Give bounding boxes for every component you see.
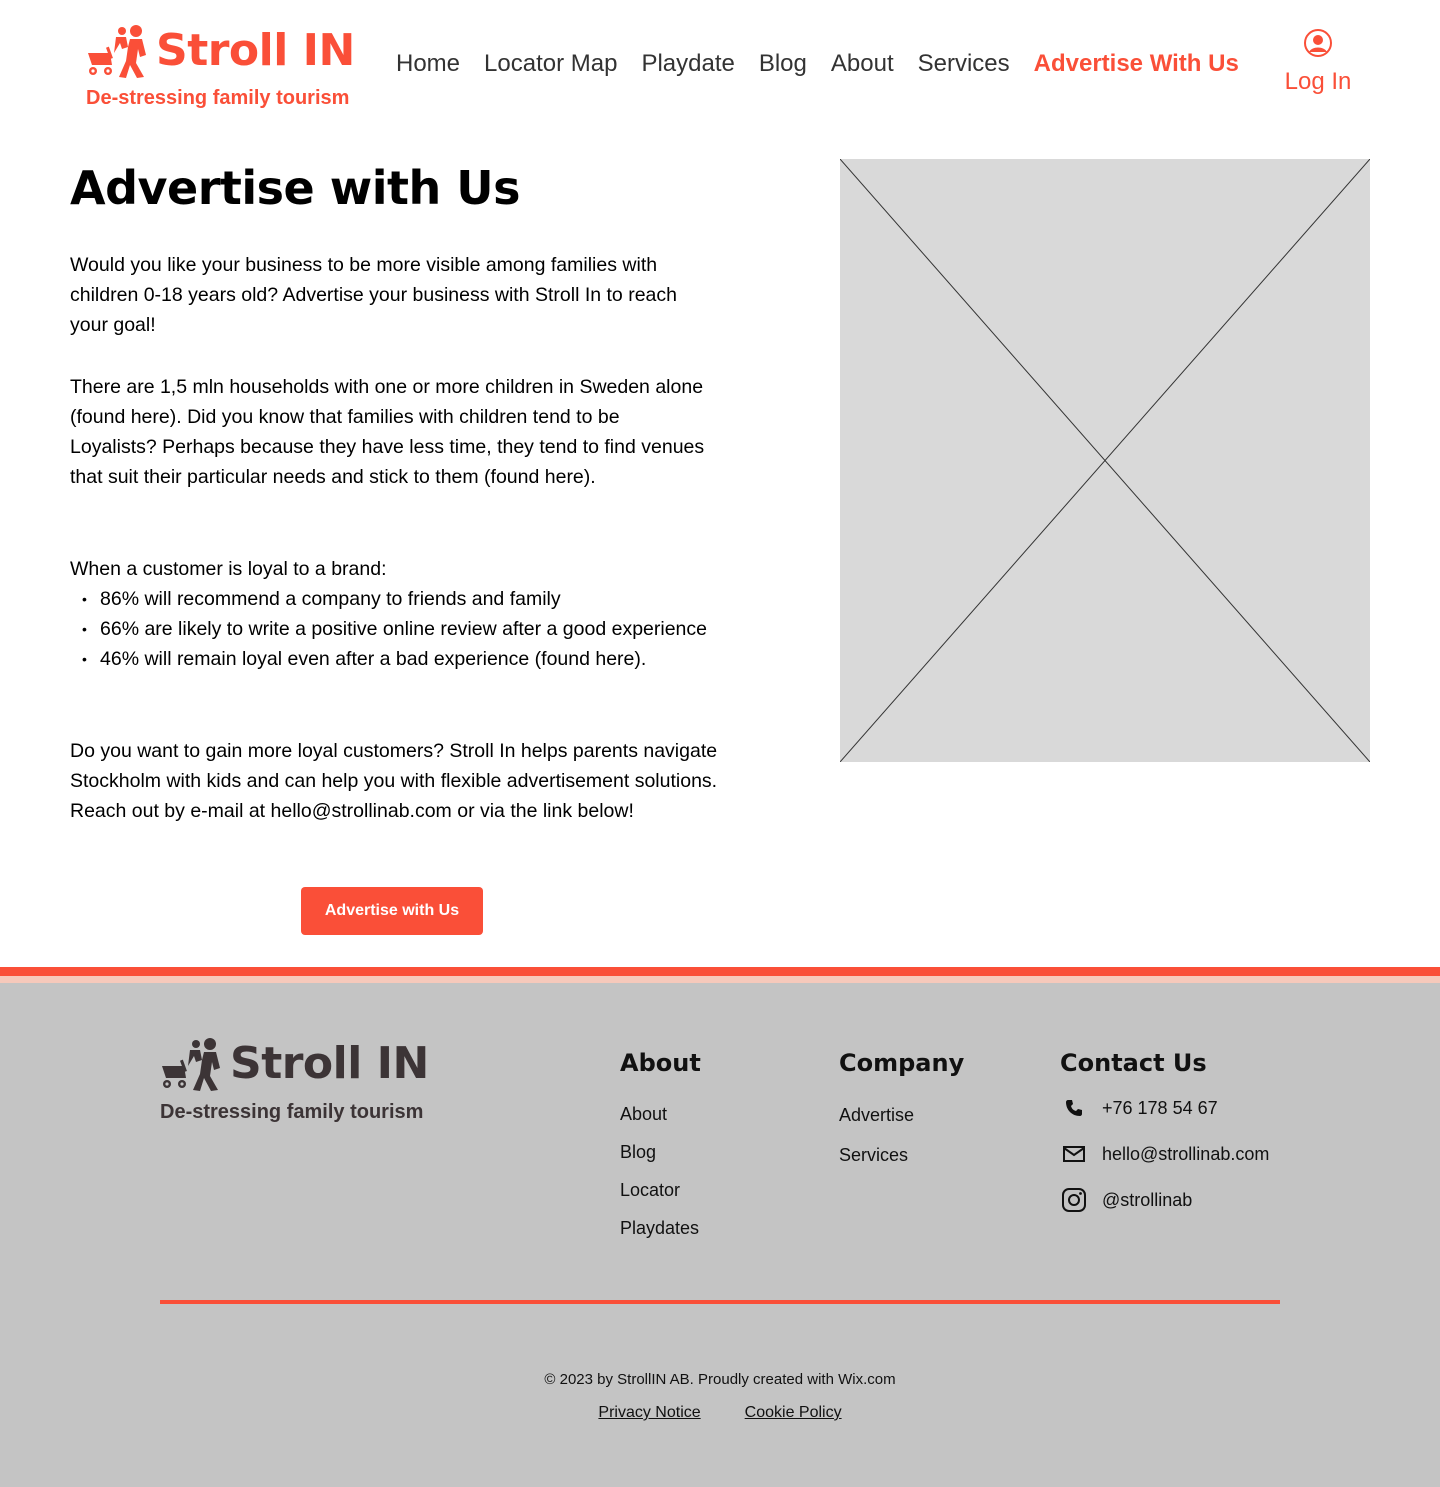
footer-link-advertise[interactable]: Advertise: [839, 1105, 915, 1125]
site-logo[interactable]: [86, 22, 356, 112]
footer-logo-tagline: De-stressing family tourism: [160, 1101, 424, 1123]
contact-instagram-text: @strollinab: [1102, 1189, 1193, 1210]
footer-about-column: [620, 1049, 701, 1247]
placeholder-cross: [840, 159, 1370, 762]
family-stroller-icon: [160, 1036, 230, 1092]
phone-icon: [1060, 1094, 1088, 1122]
image-placeholder: [840, 159, 1370, 762]
main-content: [70, 158, 720, 822]
contact-paragraph: Do you want to gain more loyal customers? Stroll In helps parents navigate Stockholm with kids and can help you with flexible advertisement solutions. Reach out by e-mail at hello@strollinab.com or via the link below!: [70, 740, 718, 822]
footer-divider: [160, 1300, 1280, 1304]
footer-logo[interactable]: [160, 1035, 460, 1135]
list-item: • 86% will recommend a company to friends and family: [70, 584, 710, 614]
loyalty-intro: When a customer is loyal to a brand:: [70, 558, 387, 580]
login-button[interactable]: [1276, 28, 1360, 96]
loyalty-list: [70, 584, 710, 674]
user-circle-icon: [1303, 28, 1333, 58]
footer-link-playdates[interactable]: Playdates: [620, 1218, 700, 1238]
footer-link-about[interactable]: About: [620, 1104, 668, 1124]
nav-playdate[interactable]: Playdate: [641, 50, 735, 77]
footer-company-column: [839, 1049, 964, 1175]
footer-link-blog[interactable]: Blog: [620, 1142, 657, 1162]
instagram-icon: [1060, 1186, 1088, 1214]
contact-phone-text: +76 178 54 67: [1102, 1097, 1218, 1118]
households-paragraph: There are 1,5 mln households with one or more children in Sweden alone (found here). Did you know that families with children tend to be Loyalists? Perhaps because they have less time, they tend to find venues that suit their particular needs and stick to them (found here).: [70, 376, 705, 488]
footer-contact-heading: Contact Us: [1060, 1049, 1207, 1077]
cookie-policy-link[interactable]: Cookie Policy: [744, 1404, 842, 1421]
list-item: • 66% are likely to write a positive online review after a good experience: [70, 614, 710, 644]
footer-company-heading: Company: [839, 1049, 965, 1077]
footer-link-services[interactable]: Services: [839, 1145, 909, 1165]
advertise-with-us-button[interactable]: Advertise with Us: [301, 887, 483, 935]
mail-icon: [1060, 1140, 1088, 1168]
nav-locator-map[interactable]: Locator Map: [484, 50, 618, 77]
footer-logo-wordmark: Stroll IN: [230, 1038, 429, 1089]
nav-advertise-with-us[interactable]: Advertise With Us: [1033, 50, 1239, 77]
login-label: Log In: [1284, 68, 1352, 95]
contact-instagram[interactable]: [1060, 1177, 1269, 1223]
logo-wordmark: Stroll IN: [156, 25, 355, 76]
contact-phone[interactable]: [1060, 1085, 1269, 1131]
nav-blog[interactable]: Blog: [758, 50, 807, 77]
family-stroller-icon: [86, 23, 156, 79]
site-header: [0, 0, 1440, 130]
nav-about[interactable]: About: [830, 50, 894, 77]
copyright-text: © 2023 by StrollIN AB. Proudly created with Wix.com: [544, 1371, 896, 1388]
footer-accent-stripe: [0, 967, 1440, 976]
list-item: • 46% will remain loyal even after a bad experience (found here).: [70, 644, 710, 674]
footer-accent-stripe-light: [0, 976, 1440, 983]
footer-about-heading: About: [620, 1049, 701, 1077]
legal-links: [0, 1404, 1440, 1422]
page-title: Advertise with Us: [70, 161, 520, 215]
contact-email-text: hello@strollinab.com: [1102, 1143, 1270, 1164]
contact-email[interactable]: [1060, 1131, 1269, 1177]
footer-contact-column: [1060, 1049, 1269, 1223]
nav-services[interactable]: Services: [917, 50, 1010, 77]
footer-link-locator[interactable]: Locator: [620, 1180, 681, 1200]
privacy-notice-link[interactable]: Privacy Notice: [598, 1404, 701, 1421]
logo-tagline: De-stressing family tourism: [86, 87, 350, 109]
site-footer: [0, 983, 1440, 1487]
main-nav: [384, 44, 1251, 84]
intro-paragraph: Would you like your business to be more visible among families with children 0-18 years old? Advertise your business with Stroll In to reach your goal!: [70, 254, 677, 336]
nav-home[interactable]: Home: [396, 50, 461, 77]
